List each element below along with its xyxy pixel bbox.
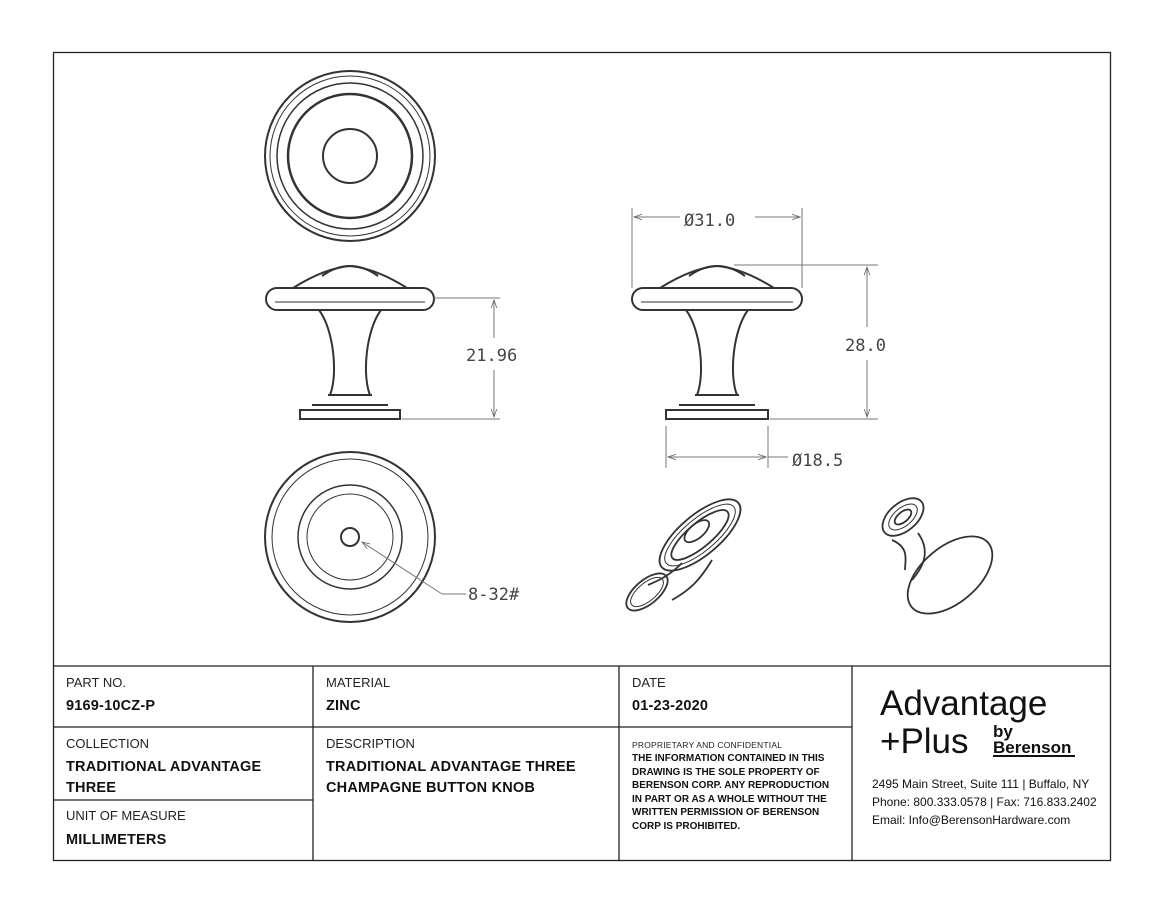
thread-label: 8-32# (468, 585, 520, 605)
bottom-view (265, 452, 435, 622)
part-no-label: PART NO. (66, 675, 126, 690)
proprietary-heading: PROPRIETARY AND CONFIDENTIAL (632, 740, 783, 750)
notice-line: WRITTEN PERMISSION OF BERENSON (632, 807, 820, 818)
iso-view-front (620, 488, 751, 618)
description-value-line1: TRADITIONAL ADVANTAGE THREE (326, 759, 576, 775)
date-value: 01-23-2020 (632, 698, 709, 714)
unit-value: MILLIMETERS (66, 832, 167, 848)
brand-address: 2495 Main Street, Suite 111 | Buffalo, NY (872, 777, 1090, 791)
dim-height-front-label: 21.96 (466, 346, 518, 366)
top-view (265, 71, 435, 241)
thread-leader (362, 542, 466, 594)
material-value: ZINC (326, 698, 361, 714)
unit-label: UNIT OF MEASURE (66, 808, 186, 823)
collection-value-line2: THREE (66, 780, 117, 796)
dim-diameter-base-label: Ø18.5 (792, 451, 844, 471)
brand-company: Berenson (993, 740, 1075, 757)
notice-line: BERENSON CORP. ANY REPRODUCTION (632, 780, 830, 791)
brand-line2: +Plus (880, 722, 969, 761)
dim-height-total-label: 28.0 (845, 336, 886, 356)
iso-view-back (876, 491, 1007, 629)
notice-line: IN PART OR AS A WHOLE WITHOUT THE (632, 793, 827, 805)
material-label: MATERIAL (326, 675, 391, 690)
notice-line: THE INFORMATION CONTAINED IN THIS (632, 753, 825, 764)
brand-email: Email: Info@BerensonHardware.com (872, 813, 1071, 827)
dim-diameter-base (666, 426, 788, 468)
front-view-right (632, 266, 802, 419)
notice-line: CORP IS PROHIBITED. (632, 820, 741, 832)
collection-label: COLLECTION (66, 736, 150, 751)
front-view-left (266, 266, 434, 419)
date-label: DATE (632, 675, 666, 690)
description-value-line2: CHAMPAGNE BUTTON KNOB (326, 780, 536, 796)
brand-line1: Advantage (880, 684, 1048, 723)
brand-by: by (993, 722, 1013, 741)
proprietary-notice (632, 752, 846, 833)
notice-line: DRAWING IS THE SOLE PROPERTY OF (632, 766, 820, 778)
dim-diameter-top-label: Ø31.0 (684, 211, 736, 231)
part-no-value: 9169-10CZ-P (66, 698, 156, 714)
collection-value-line1: TRADITIONAL ADVANTAGE (66, 759, 262, 775)
brand-phone: Phone: 800.333.0578 | Fax: 716.833.2402 (872, 795, 1097, 809)
description-label: DESCRIPTION (326, 736, 415, 751)
